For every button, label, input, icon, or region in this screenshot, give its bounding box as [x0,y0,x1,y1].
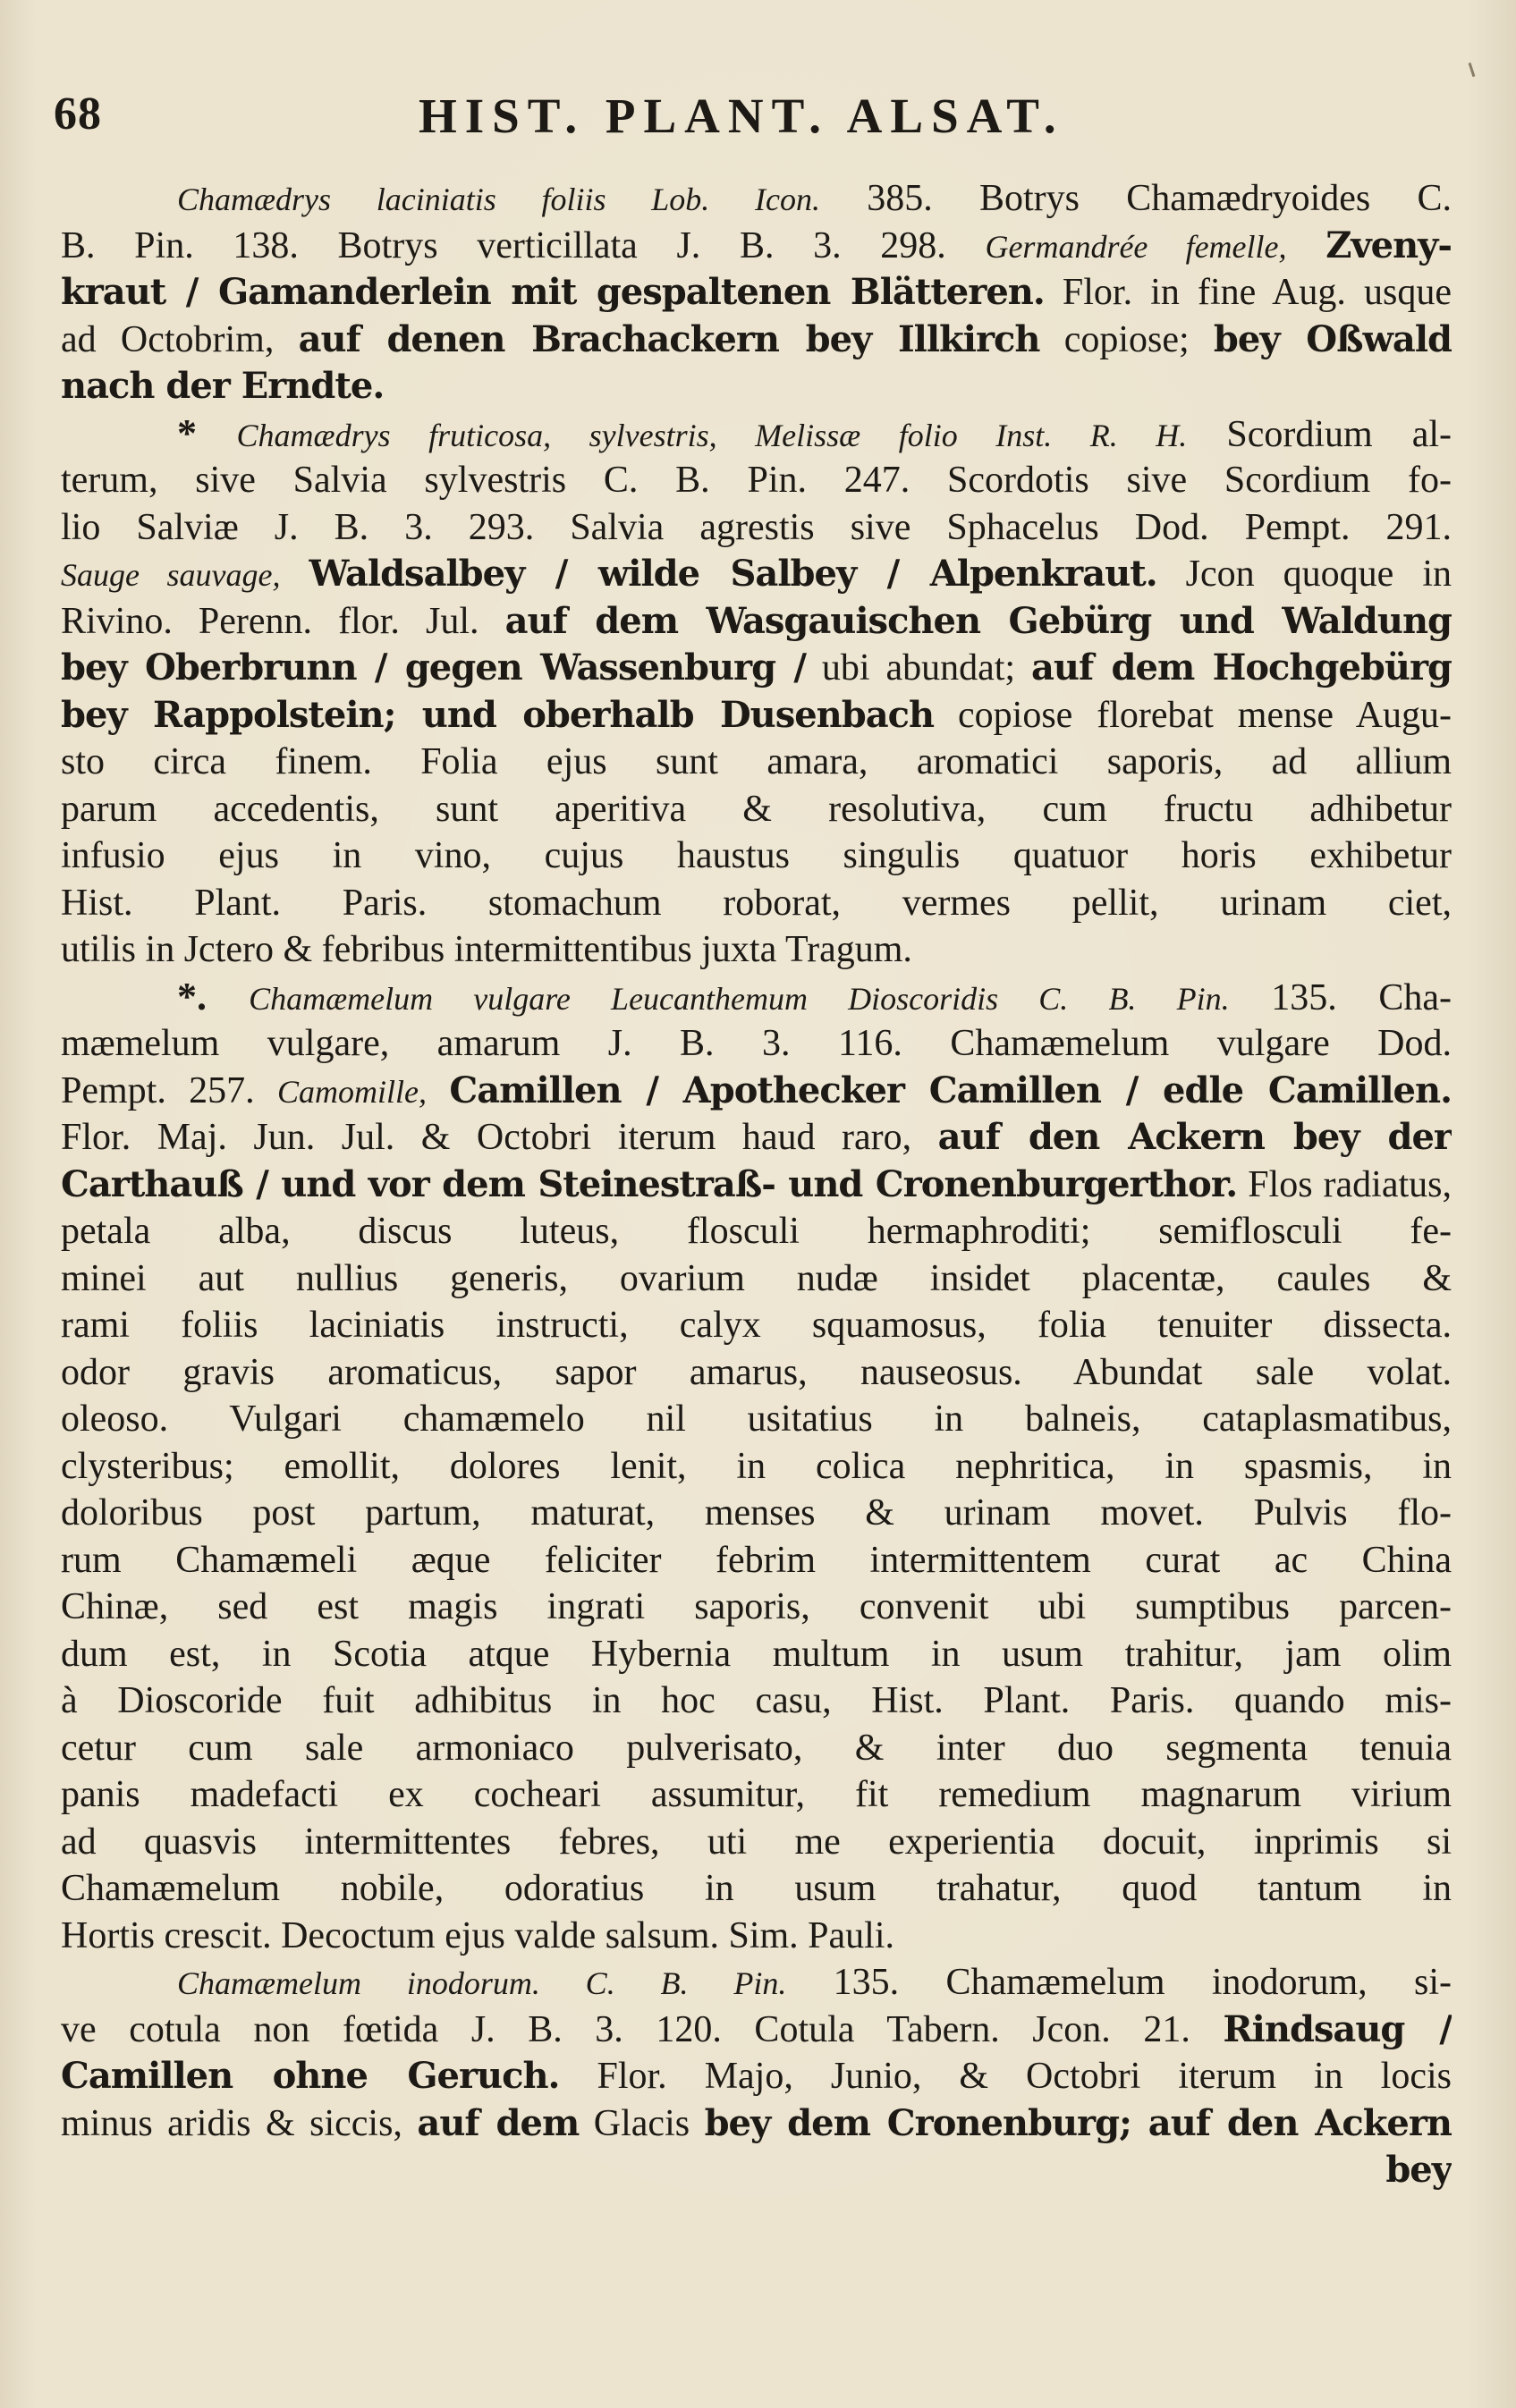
german-name: bey dem Cronenburg; auf den Ackern [704,2101,1452,2144]
asterisk-mark: * [177,410,237,455]
german-name: auf dem Wasgauischen Gebürg und Waldung [504,599,1452,642]
asterisk-mark: *. [177,974,250,1018]
italic-reference: Chamædrys fruticosa, sylvestris, Melissæ folio Inst. R. H. [236,417,1188,453]
latin-text: terum, sive Salvia sylvestris C. B. Pin. 247. Scordotis sive Scordium fo- [61,460,1452,501]
text-line [61,2007,1452,2054]
text-line [61,1302,1452,1349]
page-header [54,80,1453,152]
german-name: bey Rappolstein; und oberhalb Dusenbach [61,693,935,736]
latin-text: ad quasvis intermittentes febres, uti me experientia docuit, inprimis si [61,1821,1452,1863]
latin-text: Hortis crescit. Decoctum ejus valde salsum. Sim. Pauli. [61,1914,894,1956]
italic-reference: Chamædrys laciniatis foliis Lob. Icon. [177,182,820,217]
latin-text: clysteribus; emollit, dolores lenit, in colica nephritica, in spasmis, in [61,1445,1452,1487]
latin-text: copiose; [1039,318,1214,360]
italic-reference: Germandrée femelle, [985,228,1287,265]
text-line [61,974,1452,1021]
text-line [61,504,1452,552]
latin-text: Flos radiatus, [1237,1163,1452,1205]
latin-text: Scordium al- [1187,413,1452,455]
text-line [61,926,1452,974]
italic-reference: Chamæmelum inodorum. C. B. Pin. [177,1965,787,2001]
latin-text: 385. Botrys Chamædryoides C. [820,178,1452,219]
latin-text: dum est, in Scotia atque Hybernia multum in usum trahitur, jam olim [61,1633,1452,1675]
text-line [61,363,1452,410]
text-line [61,1865,1452,1913]
latin-text: rami foliis laciniatis instructi, calyx squamosus, folia tenuiter dissecta. [61,1305,1452,1346]
text-line [61,1255,1452,1303]
latin-text: ve cotula non fœtida J. B. 3. 120. Cotula Tabern. Jcon. 21. [61,2008,1224,2050]
text-line [61,739,1452,786]
german-name: kraut / Gamanderlein mit gespaltenen Blätteren. [61,271,1045,313]
text-line [61,692,1452,739]
latin-text: petala alba, discus luteus, flosculi hermaphroditi; semiflosculi fe- [61,1211,1452,1252]
latin-text: Pempt. 257. [61,1069,278,1111]
latin-text: ubi abundat; [806,647,1031,689]
latin-text [427,1070,449,1111]
latin-text: mæmelum vulgare, amarum J. B. 3. 116. Chamæmelum vulgare Dod. [61,1023,1452,1064]
german-name: auf dem Hochgebürg [1031,646,1452,689]
german-name: bey Oßwald [1213,317,1452,360]
text-line [61,2100,1452,2148]
latin-text: B. Pin. 138. Botrys verticillata J. B. 3. 298. [61,224,986,266]
latin-text: sto circa finem. Folia ejus sunt amara, aromatici saporis, ad allium [61,741,1452,782]
text-line [61,410,1452,458]
latin-text: minei aut nullius generis, ovarium nudæ insidet placentæ, caules & [61,1257,1452,1299]
text-line [61,1396,1452,1443]
text-line [61,1068,1452,1115]
text-line [61,1584,1452,1631]
latin-text: Chamæmelum nobile, odoratius in usum trahatur, quod tantum in [61,1868,1452,1909]
text-line [61,1114,1452,1162]
latin-text: parum accedentis, sunt aperitiva & resolutiva, cum fructu adhibetur [61,788,1452,830]
body-text [61,175,1452,2194]
text-line [61,880,1452,927]
latin-text: cetur cum sale armoniaco pulverisato, & inter duo segmenta tenuia [61,1727,1452,1769]
latin-text: 135. Cha- [1229,976,1452,1018]
text-line [61,786,1452,833]
latin-text [1287,225,1326,266]
german-name: Camillen ohne Geruch. [61,2055,560,2097]
latin-text: rum Chamæmeli æque feliciter febrim intermittentem curat ac China [61,1539,1452,1581]
latin-text: Jcon quoque in [1156,553,1452,595]
latin-text [280,553,309,595]
latin-text: Hist. Plant. Paris. stomachum roborat, vermes pellit, urinam ciet, [61,882,1452,924]
text-line [61,1208,1452,1255]
italic-reference: Sauge sauvage, [61,557,281,593]
latin-text: Flor. in fine Aug. usque [1044,272,1452,313]
german-name: Waldsalbey / wilde Salbey / Alpenkraut. [309,553,1157,595]
text-line [61,1020,1452,1068]
page-number: 68 [54,89,102,139]
german-name: bey Oberbrunn / gegen Wassenburg / [61,646,807,689]
latin-text: copiose florebat mense Augu- [934,694,1452,736]
text-line [61,1537,1452,1584]
text-line [61,1162,1452,1209]
latin-text: panis madefacti ex cocheari assumitur, fit remedium magnarum virium [61,1774,1452,1815]
latin-text: Glacis [579,2102,705,2144]
latin-text: 135. Chamæmelum inodorum, si- [786,1962,1452,2003]
latin-text: Rivino. Perenn. flor. Jul. [61,600,505,642]
german-name: bey [1385,2149,1452,2191]
latin-text: à Dioscoride fuit adhibitus in hoc casu, Hist. Plant. Paris. quando mis- [61,1680,1452,1721]
german-name: Camillen / Apothecker Camillen / edle Camillen. [449,1069,1452,1111]
margin-mark [1469,63,1476,77]
italic-reference: Camomille, [277,1073,428,1110]
german-name: auf dem [417,2101,580,2144]
text-line [61,598,1452,646]
text-line [61,1443,1452,1491]
italic-reference: Chamæmelum vulgare Leucanthemum Dioscoridis C. B. Pin. [249,980,1230,1017]
latin-text: Flor. Majo, Junio, & Octobri iterum in locis [559,2056,1452,2097]
german-name: auf denen Brachackern bey Illkirch [298,317,1040,360]
text-line [61,457,1452,504]
text-line [61,1771,1452,1819]
text-line [61,1490,1452,1537]
latin-text: utilis in Jctero & febribus intermittentibus juxta Tragum. [61,929,912,970]
text-line [61,2053,1452,2100]
german-name: Rindsaug / [1223,2007,1452,2050]
german-name: nach der Erndte. [61,365,385,407]
latin-text: Chinæ, sed est magis ingrati saporis, convenit ubi sumptibus parcen- [61,1586,1452,1627]
text-line [61,223,1452,270]
latin-text: odor gravis aromaticus, sapor amarus, nauseosus. Abundat sale volat. [61,1351,1452,1393]
running-title: HIST. PLANT. ALSAT. [419,89,1064,143]
text-line [61,317,1452,364]
text-line [61,1959,1452,2007]
german-name: Carthauß / und vor dem Steinestraß- und Cronenburgerthor. [61,1162,1238,1205]
latin-text: infusio ejus in vino, cujus haustus singulis quatuor horis exhibetur [61,835,1452,876]
latin-text: minus aridis & siccis, [61,2102,418,2144]
latin-text: Flor. Maj. Jun. Jul. & Octobri iterum haud raro, [61,1117,938,1158]
german-name: Zveny- [1325,224,1452,266]
latin-text: oleoso. Vulgari chamæmelo nil usitatius in balneis, cataplasmatibus, [61,1398,1452,1440]
text-line [61,269,1452,317]
text-line [61,1725,1452,1772]
text-line [61,1349,1452,1397]
german-name: auf den Ackern bey der [937,1116,1452,1158]
text-line [61,1913,1452,1960]
text-line [61,551,1452,598]
text-line [61,645,1452,692]
text-line [61,175,1452,223]
text-line [61,832,1452,880]
latin-text: lio Salviæ J. B. 3. 293. Salvia agrestis sive Sphacelus Dod. Pempt. 291. [61,506,1452,548]
text-line [61,2147,1452,2194]
text-line [61,1631,1452,1678]
text-line [61,1677,1452,1725]
latin-text: doloribus post partum, maturat, menses & urinam movet. Pulvis flo- [61,1492,1452,1534]
text-line [61,1819,1452,1866]
latin-text: ad Octobrim, [61,318,299,360]
